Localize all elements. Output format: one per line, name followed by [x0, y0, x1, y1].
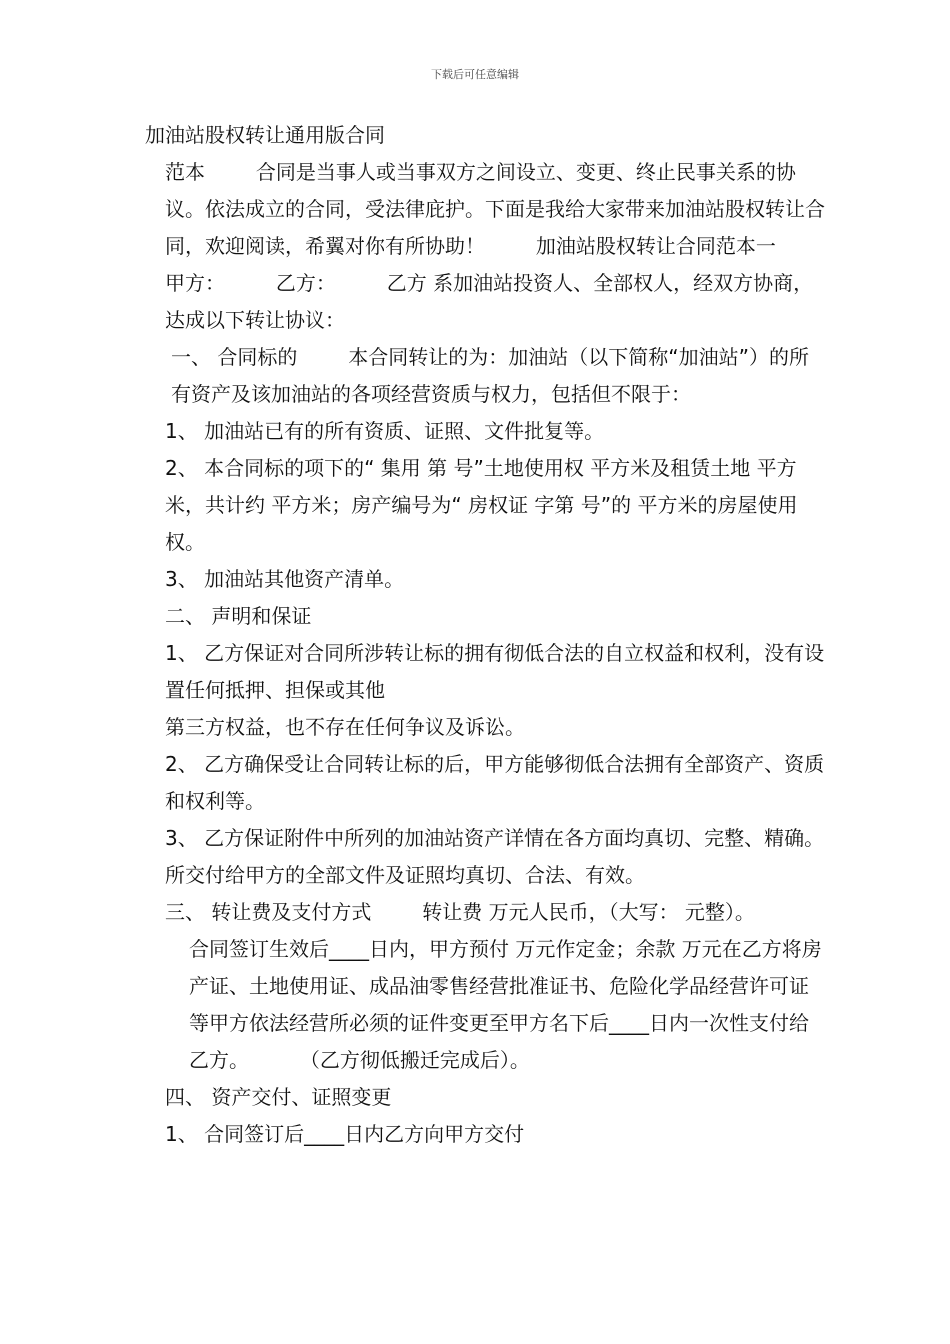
page-header-note: 下载后可任意编辑 [431, 68, 519, 81]
paragraph-item: 1、 合同签订后____日内乙方向甲方交付 [165, 1122, 525, 1146]
paragraph-intro: 范本 合同是当事人或当事双方之间设立、变更、终止民事关系的协议。依法成立的合同，受法律庇护。下面是我给大家带来加油站股权转让合同，欢迎阅读，希翼对你有所协助！ 加油站股权转让合同范本一 甲方： 乙方： 乙方 系加油站投资人、全部权人，经双方协商，达成以下转让协议： [165, 160, 827, 332]
paragraph-section-3: 三、 转让费及支付方式 转让费 万元人民币，（大写： 元整）。 [165, 900, 755, 924]
paragraph-section-4: 四、 资产交付、证照变更 [165, 1085, 392, 1109]
paragraph-item: 1、 加油站已有的所有资质、证照、文件批复等。 [165, 419, 605, 443]
paragraph-item: 第三方权益，也不存在任何争议及诉讼。 [165, 715, 525, 739]
paragraph-payment: 合同签订生效后____日内，甲方预付 万元作定金；余款 万元在乙方将房产证、土地使用证、成品油零售经营批准证书、危险化学品经营许可证等甲方依法经营所必须的证件变更至甲方名下后____日内一次性支付给乙方。 （乙方彻低搬迁完成后）。 [189, 937, 822, 1072]
paragraph-section-2: 二、 声明和保证 [165, 604, 312, 628]
document-body [145, 117, 875, 1153]
paragraph-item: 3、 乙方保证附件中所列的加油站资产详情在各方面均真切、完整、精确。 所交付给甲方的全部文件及证照均真切、合法、有效。 [165, 826, 875, 887]
paragraph-section-1: 一、 合同标的 本合同转让的为：加油站（以下简称“加油站”）的所有资产及该加油站的各项经营资质与权力，包括但不限于： [171, 345, 809, 406]
paragraph-item: 3、 加油站其他资产清单。 [165, 567, 405, 591]
document-title: 加油站股权转让通用版合同 [145, 123, 385, 147]
paragraph-item: 2、 本合同标的项下的“ 集用 第 号”土地使用权 平方米及租赁土地 平方米，共计约 平方米；房产编号为“ 房权证 字第 号”的 平方米的房屋使用权。 [165, 456, 798, 554]
paragraph-item: 1、 乙方保证对合同所涉转让标的拥有彻低合法的自立权益和权利，没有设置任何抵押、担保或其他 [165, 641, 825, 702]
paragraph-item: 2、 乙方确保受让合同转让标的后，甲方能够彻低合法拥有全部资产、资质和权利等。 [165, 752, 825, 813]
